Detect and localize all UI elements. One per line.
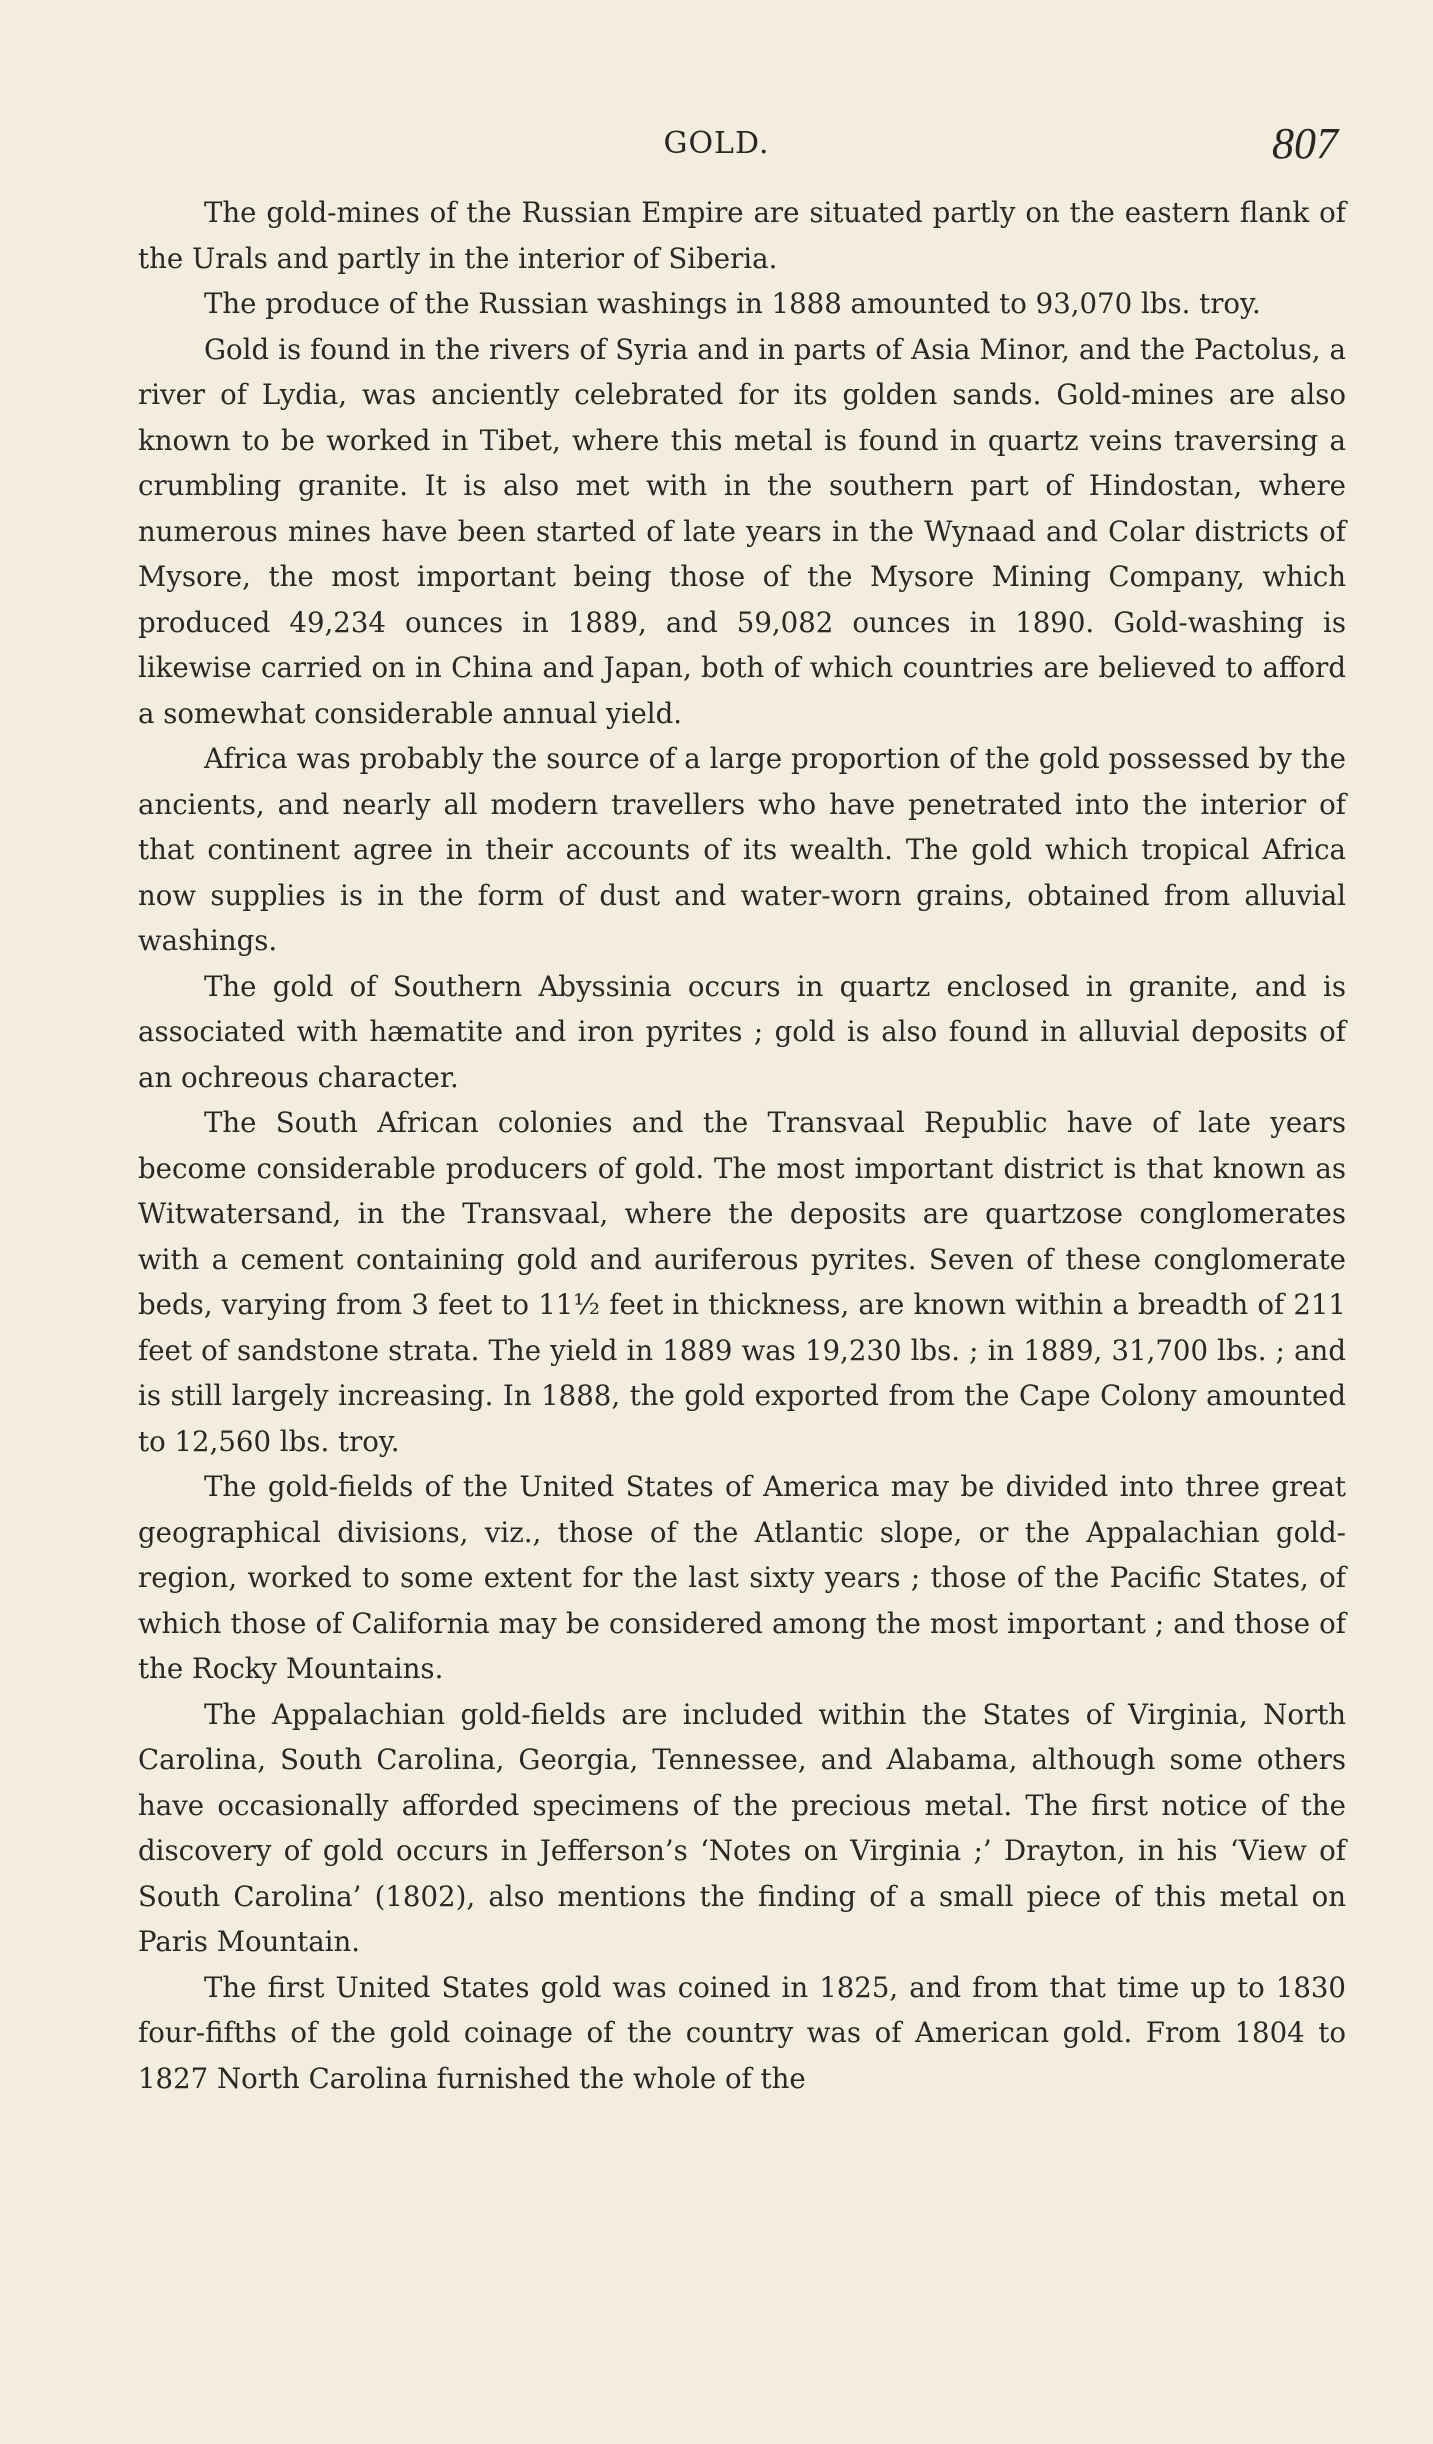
paragraph-coinage: The first United States gold was coined in 1825, and from that time up to 1830 four-fifths of the gold coinage of the country was of American gold. From 1804 to 1827 North Carolina furnished the whole of the [138, 1970, 1346, 2095]
paragraph-united-states: The gold-fields of the United States of America may be divided into three great geographical divisions, viz., those of the Atlantic slope, or the Appalachian gold-region, worked to some extent for the last sixty years ; those of the Pacific States, of which those of California may be considered among the most important ; and those of the Rocky Mountains. [138, 1470, 1346, 1685]
body-text [138, 190, 1346, 2101]
paragraph-asia: Gold is found in the rivers of Syria and in parts of Asia Minor, and the Pactolus, a river of Lydia, was anciently celebrated for its golden sands. Gold-mines are also known to be worked in Tibet, where this metal is found in quartz veins traversing a crumbling granite. It is also met with in the southern part of Hindostan, where numerous mines have been started of late years in the Wynaad and Colar districts of Mysore, the most important being those of the Mysore Mining Company, which produced 49,234 ounces in 1889, and 59,082 ounces in 1890. Gold-washing is likewise carried on in China and Japan, both of which countries are believed to afford a somewhat considerable annual yield. [138, 332, 1346, 730]
paragraph-russian-washings: The produce of the Russian washings in 1888 amounted to 93,070 lbs. troy. [204, 287, 1261, 320]
paragraph-appalachian: The Appalachian gold-fields are included within the States of Virginia, North Carolina, South Carolina, Georgia, Tennessee, and Alabama, although some others have occasionally afforded specimens of the precious metal. The first notice of the discovery of gold occurs in Jefferson’s ‘Notes on Virginia ;’ Drayton, in his ‘View of South Carolina’ (1802), also mentions the finding of a small piece of this metal on Paris Mountain. [138, 1697, 1346, 1958]
page-header [0, 118, 1433, 178]
running-head: GOLD. [663, 126, 770, 161]
paragraph-africa: Africa was probably the source of a large proportion of the gold possessed by the ancients, and nearly all modern travellers who have penetrated into the interior of that continent agree in their accounts of its wealth. The gold which tropical Africa now supplies is in the form of dust and water-worn grains, obtained from alluvial washings. [138, 742, 1346, 957]
paragraph-russian-mines: The gold-mines of the Russian Empire are situated partly on the eastern flank of the Urals and partly in the interior of Siberia. [138, 196, 1346, 275]
page-number: 807 [1272, 119, 1338, 168]
paragraph-abyssinia: The gold of Southern Abyssinia occurs in quartz enclosed in granite, and is associated with hæmatite and iron pyrites ; gold is also found in alluvial deposits of an ochreous character. [138, 969, 1346, 1094]
paragraph-south-africa: The South African colonies and the Transvaal Republic have of late years become considerable producers of gold. The most important district is that known as Witwatersand, in the Transvaal, where the deposits are quartzose conglomerates with a cement containing gold and auriferous pyrites. Seven of these conglomerate beds, varying from 3 feet to 11½ feet in thickness, are known within a breadth of 211 feet of sandstone strata. The yield in 1889 was 19,230 lbs. ; in 1889, 31,700 lbs. ; and is still largely increasing. In 1888, the gold exported from the Cape Colony amounted to 12,560 lbs. troy. [138, 1106, 1346, 1458]
